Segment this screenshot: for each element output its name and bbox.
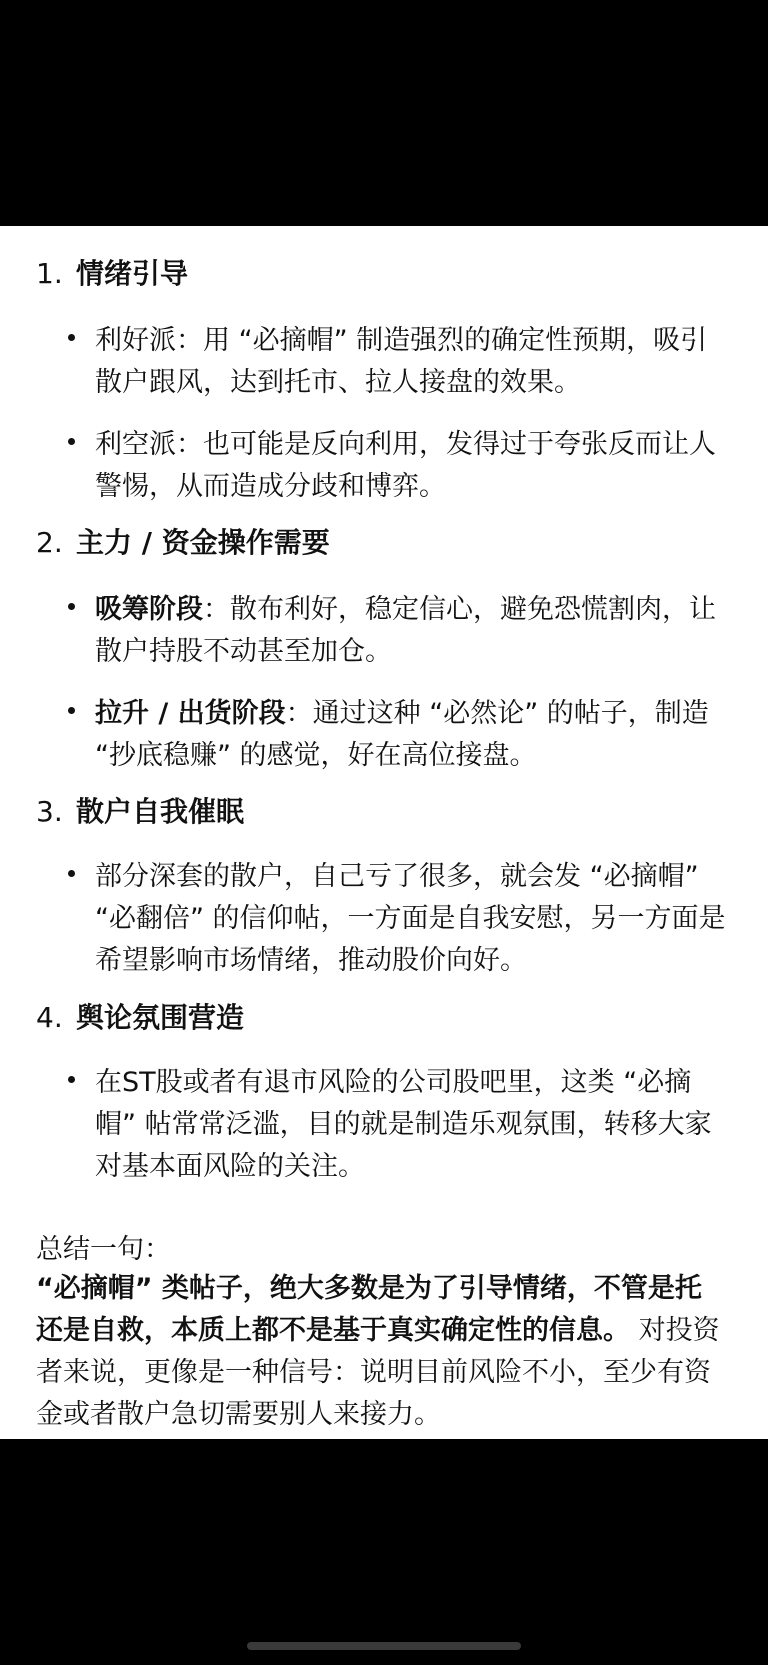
home-indicator[interactable] <box>247 1642 521 1650</box>
bullet-dot <box>68 870 75 877</box>
bullet-bold-label: 吸筹阶段 <box>95 594 203 625</box>
section-title: 散户自我催眠 <box>76 795 245 828</box>
section-heading-2 <box>36 525 330 561</box>
bullet-text: 在ST股或者有退市风险的公司股吧里，这类 “必摘帽” 帖常常泛滥，目的就是制造乐观氛围，转移大家对基本面风险的关注。 <box>95 1067 712 1182</box>
top-letterbox <box>0 0 768 226</box>
bullet-text <box>95 693 728 777</box>
bullet-text <box>95 589 728 673</box>
section-number: 3. <box>36 795 63 828</box>
section-heading-3 <box>36 794 244 830</box>
bullet-text: 利好派：用 “必摘帽” 制造强烈的确定性预期，吸引散户跟风，达到托市、拉人接盘的效果。 <box>95 325 708 398</box>
section-heading-4 <box>36 1000 244 1036</box>
bullet-text: 利空派：也可能是反向利用，发得过于夸张反而让人警惕，从而造成分歧和博弈。 <box>95 429 716 502</box>
section-title: 主力 / 资金操作需要 <box>76 526 330 559</box>
bullet-dot <box>68 603 75 610</box>
section-number: 2. <box>36 526 63 559</box>
section-title: 情绪引导 <box>76 257 189 290</box>
bullet-dot <box>68 707 75 714</box>
bottom-letterbox <box>0 1439 768 1665</box>
section-heading-1 <box>36 256 188 292</box>
bullet-text: 部分深套的散户，自己亏了很多，就会发 “必摘帽” “必翻倍” 的信仰帖，一方面是自我安慰，另一方面是希望影响市场情绪，推动股价向好。 <box>95 861 726 976</box>
section-title: 舆论氛围营造 <box>76 1001 245 1034</box>
bullet-bold-label: 拉升 / 出货阶段 <box>95 698 286 729</box>
bullet-dot <box>68 438 75 445</box>
bullet-body: ：通过这种 “必然论” 的帖子，制造 “抄底稳赚” 的感觉，好在高位接盘。 <box>95 698 709 771</box>
section-number: 1. <box>36 257 63 290</box>
section-number: 4. <box>36 1001 63 1034</box>
bullet-body: ：散布利好，稳定信心，避免恐慌割肉，让散户持股不动甚至加仓。 <box>95 594 716 667</box>
bullet-dot <box>68 334 75 341</box>
summary-body-text: 对投资者来说，更像是一种信号：说明目前风险不小，至少有资金或者散户急切需要别人来接力。 <box>36 1315 720 1430</box>
summary-bold-text: “必摘帽” 类帖子，绝大多数是为了引导情绪，不管是托还是自救，本质上都不是基于真实确定性的信息。 <box>36 1273 702 1346</box>
summary-label: 总结一句： <box>36 1234 171 1265</box>
summary-text <box>36 1268 726 1436</box>
bullet-dot <box>68 1076 75 1083</box>
